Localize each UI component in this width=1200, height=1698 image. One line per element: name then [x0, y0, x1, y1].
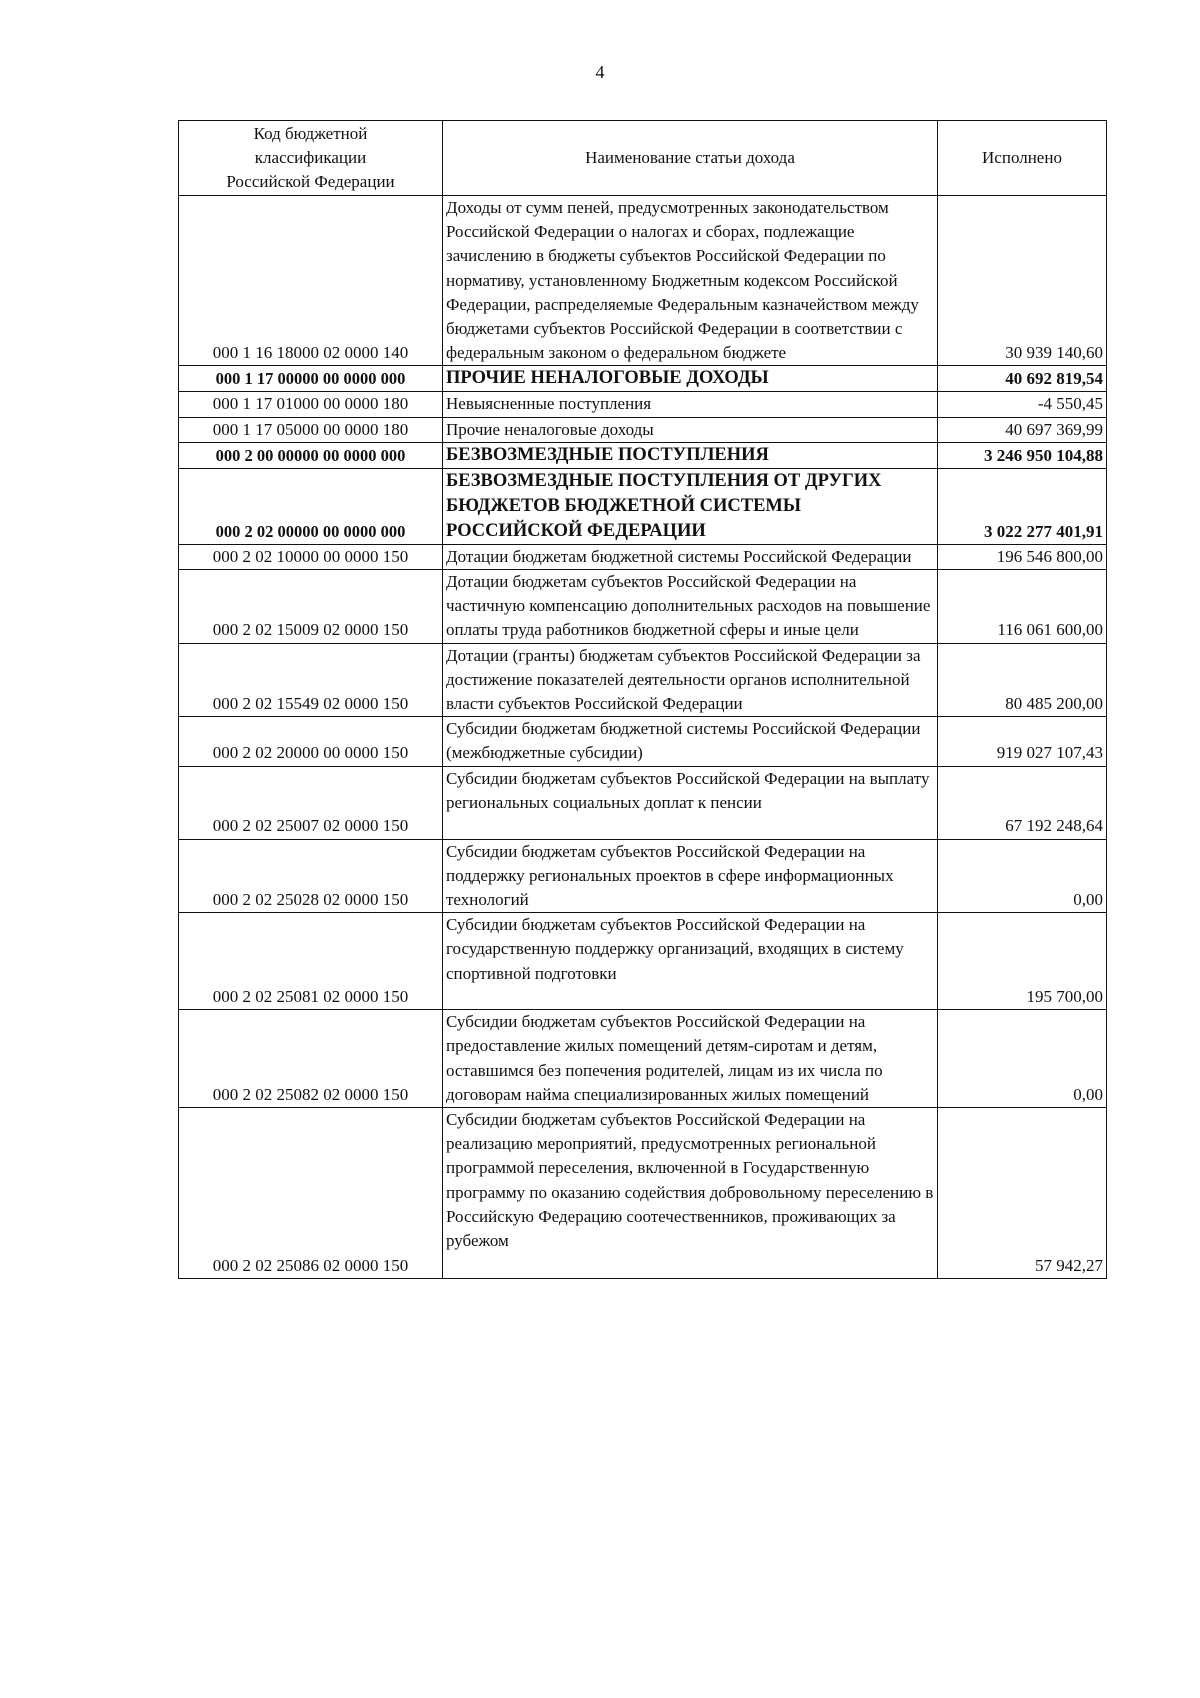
table-row	[179, 417, 1107, 442]
row-name: Субсидии бюджетам бюджетной системы Российской Федерации (межбюджетные субсидии)	[443, 717, 938, 766]
table-row	[179, 196, 1107, 366]
row-code: 000 2 02 15009 02 0000 150	[179, 570, 443, 644]
row-amount: 0,00	[938, 1010, 1107, 1108]
row-name: Субсидии бюджетам субъектов Российской Федерации на предоставление жилых помещений детям-сиротам и детям, оставшимся без попечения родителей, лицам из их числа по договорам найма специализированных жилых помещений	[443, 1010, 938, 1108]
row-amount: 196 546 800,00	[938, 544, 1107, 569]
row-amount: 57 942,27	[938, 1108, 1107, 1279]
table-row	[179, 1108, 1107, 1279]
header-code: Код бюджетной классификации Российской Федерации	[179, 121, 443, 196]
row-name: ПРОЧИЕ НЕНАЛОГОВЫЕ ДОХОДЫ	[443, 366, 938, 392]
row-name: Невыясненные поступления	[443, 392, 938, 417]
header-amount: Исполнено	[938, 121, 1107, 196]
row-name: Субсидии бюджетам субъектов Российской Федерации на государственную поддержку организаций, входящих в систему спортивной подготовки	[443, 913, 938, 1010]
row-amount: 919 027 107,43	[938, 717, 1107, 766]
table-row	[179, 468, 1107, 544]
row-amount: 30 939 140,60	[938, 196, 1107, 366]
row-code: 000 1 17 01000 00 0000 180	[179, 392, 443, 417]
table-row	[179, 839, 1107, 913]
row-amount: 3 246 950 104,88	[938, 442, 1107, 468]
row-amount: 3 022 277 401,91	[938, 468, 1107, 544]
table-row	[179, 366, 1107, 392]
row-name: Дотации (гранты) бюджетам субъектов Российской Федерации за достижение показателей деятельности органов исполнительной власти субъектов Российской Федерации	[443, 643, 938, 717]
table-row	[179, 442, 1107, 468]
row-code: 000 2 02 25086 02 0000 150	[179, 1108, 443, 1279]
row-name: Субсидии бюджетам субъектов Российской Федерации на реализацию мероприятий, предусмотренных региональной программой переселения, включенной в Государственную программу по оказанию содействия добровольному переселению в Российскую Федерацию соотечественников, проживающих за рубежом	[443, 1108, 938, 1279]
row-name: Субсидии бюджетам субъектов Российской Федерации на поддержку региональных проектов в сфере информационных технологий	[443, 839, 938, 913]
row-name: Прочие неналоговые доходы	[443, 417, 938, 442]
row-amount: -4 550,45	[938, 392, 1107, 417]
row-code: 000 1 17 05000 00 0000 180	[179, 417, 443, 442]
row-name: Дотации бюджетам субъектов Российской Федерации на частичную компенсацию дополнительных расходов на повышение оплаты труда работников бюджетной сферы и иные цели	[443, 570, 938, 644]
row-amount: 67 192 248,64	[938, 766, 1107, 839]
row-code: 000 1 16 18000 02 0000 140	[179, 196, 443, 366]
header-name: Наименование статьи дохода	[443, 121, 938, 196]
row-code: 000 2 02 25082 02 0000 150	[179, 1010, 443, 1108]
table-row	[179, 392, 1107, 417]
table-row	[179, 570, 1107, 644]
row-code: 000 2 00 00000 00 0000 000	[179, 442, 443, 468]
table-row	[179, 766, 1107, 839]
table-row	[179, 544, 1107, 569]
row-name: Субсидии бюджетам субъектов Российской Федерации на выплату региональных социальных доплат к пенсии	[443, 766, 938, 839]
row-code: 000 2 02 15549 02 0000 150	[179, 643, 443, 717]
row-code: 000 2 02 25028 02 0000 150	[179, 839, 443, 913]
row-code: 000 2 02 20000 00 0000 150	[179, 717, 443, 766]
row-amount: 195 700,00	[938, 913, 1107, 1010]
row-code: 000 2 02 25081 02 0000 150	[179, 913, 443, 1010]
table-header-row	[179, 121, 1107, 196]
row-amount: 80 485 200,00	[938, 643, 1107, 717]
row-name: БЕЗВОЗМЕЗДНЫЕ ПОСТУПЛЕНИЯ ОТ ДРУГИХ БЮДЖЕТОВ БЮДЖЕТНОЙ СИСТЕМЫ РОССИЙСКОЙ ФЕДЕРАЦИИ	[443, 468, 938, 544]
row-code: 000 1 17 00000 00 0000 000	[179, 366, 443, 392]
table-row	[179, 1010, 1107, 1108]
row-code: 000 2 02 25007 02 0000 150	[179, 766, 443, 839]
table-row	[179, 643, 1107, 717]
row-amount: 40 692 819,54	[938, 366, 1107, 392]
row-code: 000 2 02 10000 00 0000 150	[179, 544, 443, 569]
row-amount: 0,00	[938, 839, 1107, 913]
table-row	[179, 717, 1107, 766]
row-name: БЕЗВОЗМЕЗДНЫЕ ПОСТУПЛЕНИЯ	[443, 442, 938, 468]
page-number: 4	[595, 62, 605, 82]
row-code: 000 2 02 00000 00 0000 000	[179, 468, 443, 544]
budget-revenue-table	[178, 120, 1107, 1279]
row-amount: 116 061 600,00	[938, 570, 1107, 644]
row-name: Доходы от сумм пеней, предусмотренных законодательством Российской Федерации о налогах и сборах, подлежащие зачислению в бюджеты субъектов Российской Федерации по нормативу, установленному Бюджетным кодексом Российской Федерации, распределяемые Федеральным казначейством между бюджетами субъектов Российской Федерации в соответствии с федеральным законом о федеральном бюджете	[443, 196, 938, 366]
row-amount: 40 697 369,99	[938, 417, 1107, 442]
table-row	[179, 913, 1107, 1010]
row-name: Дотации бюджетам бюджетной системы Российской Федерации	[443, 544, 938, 569]
